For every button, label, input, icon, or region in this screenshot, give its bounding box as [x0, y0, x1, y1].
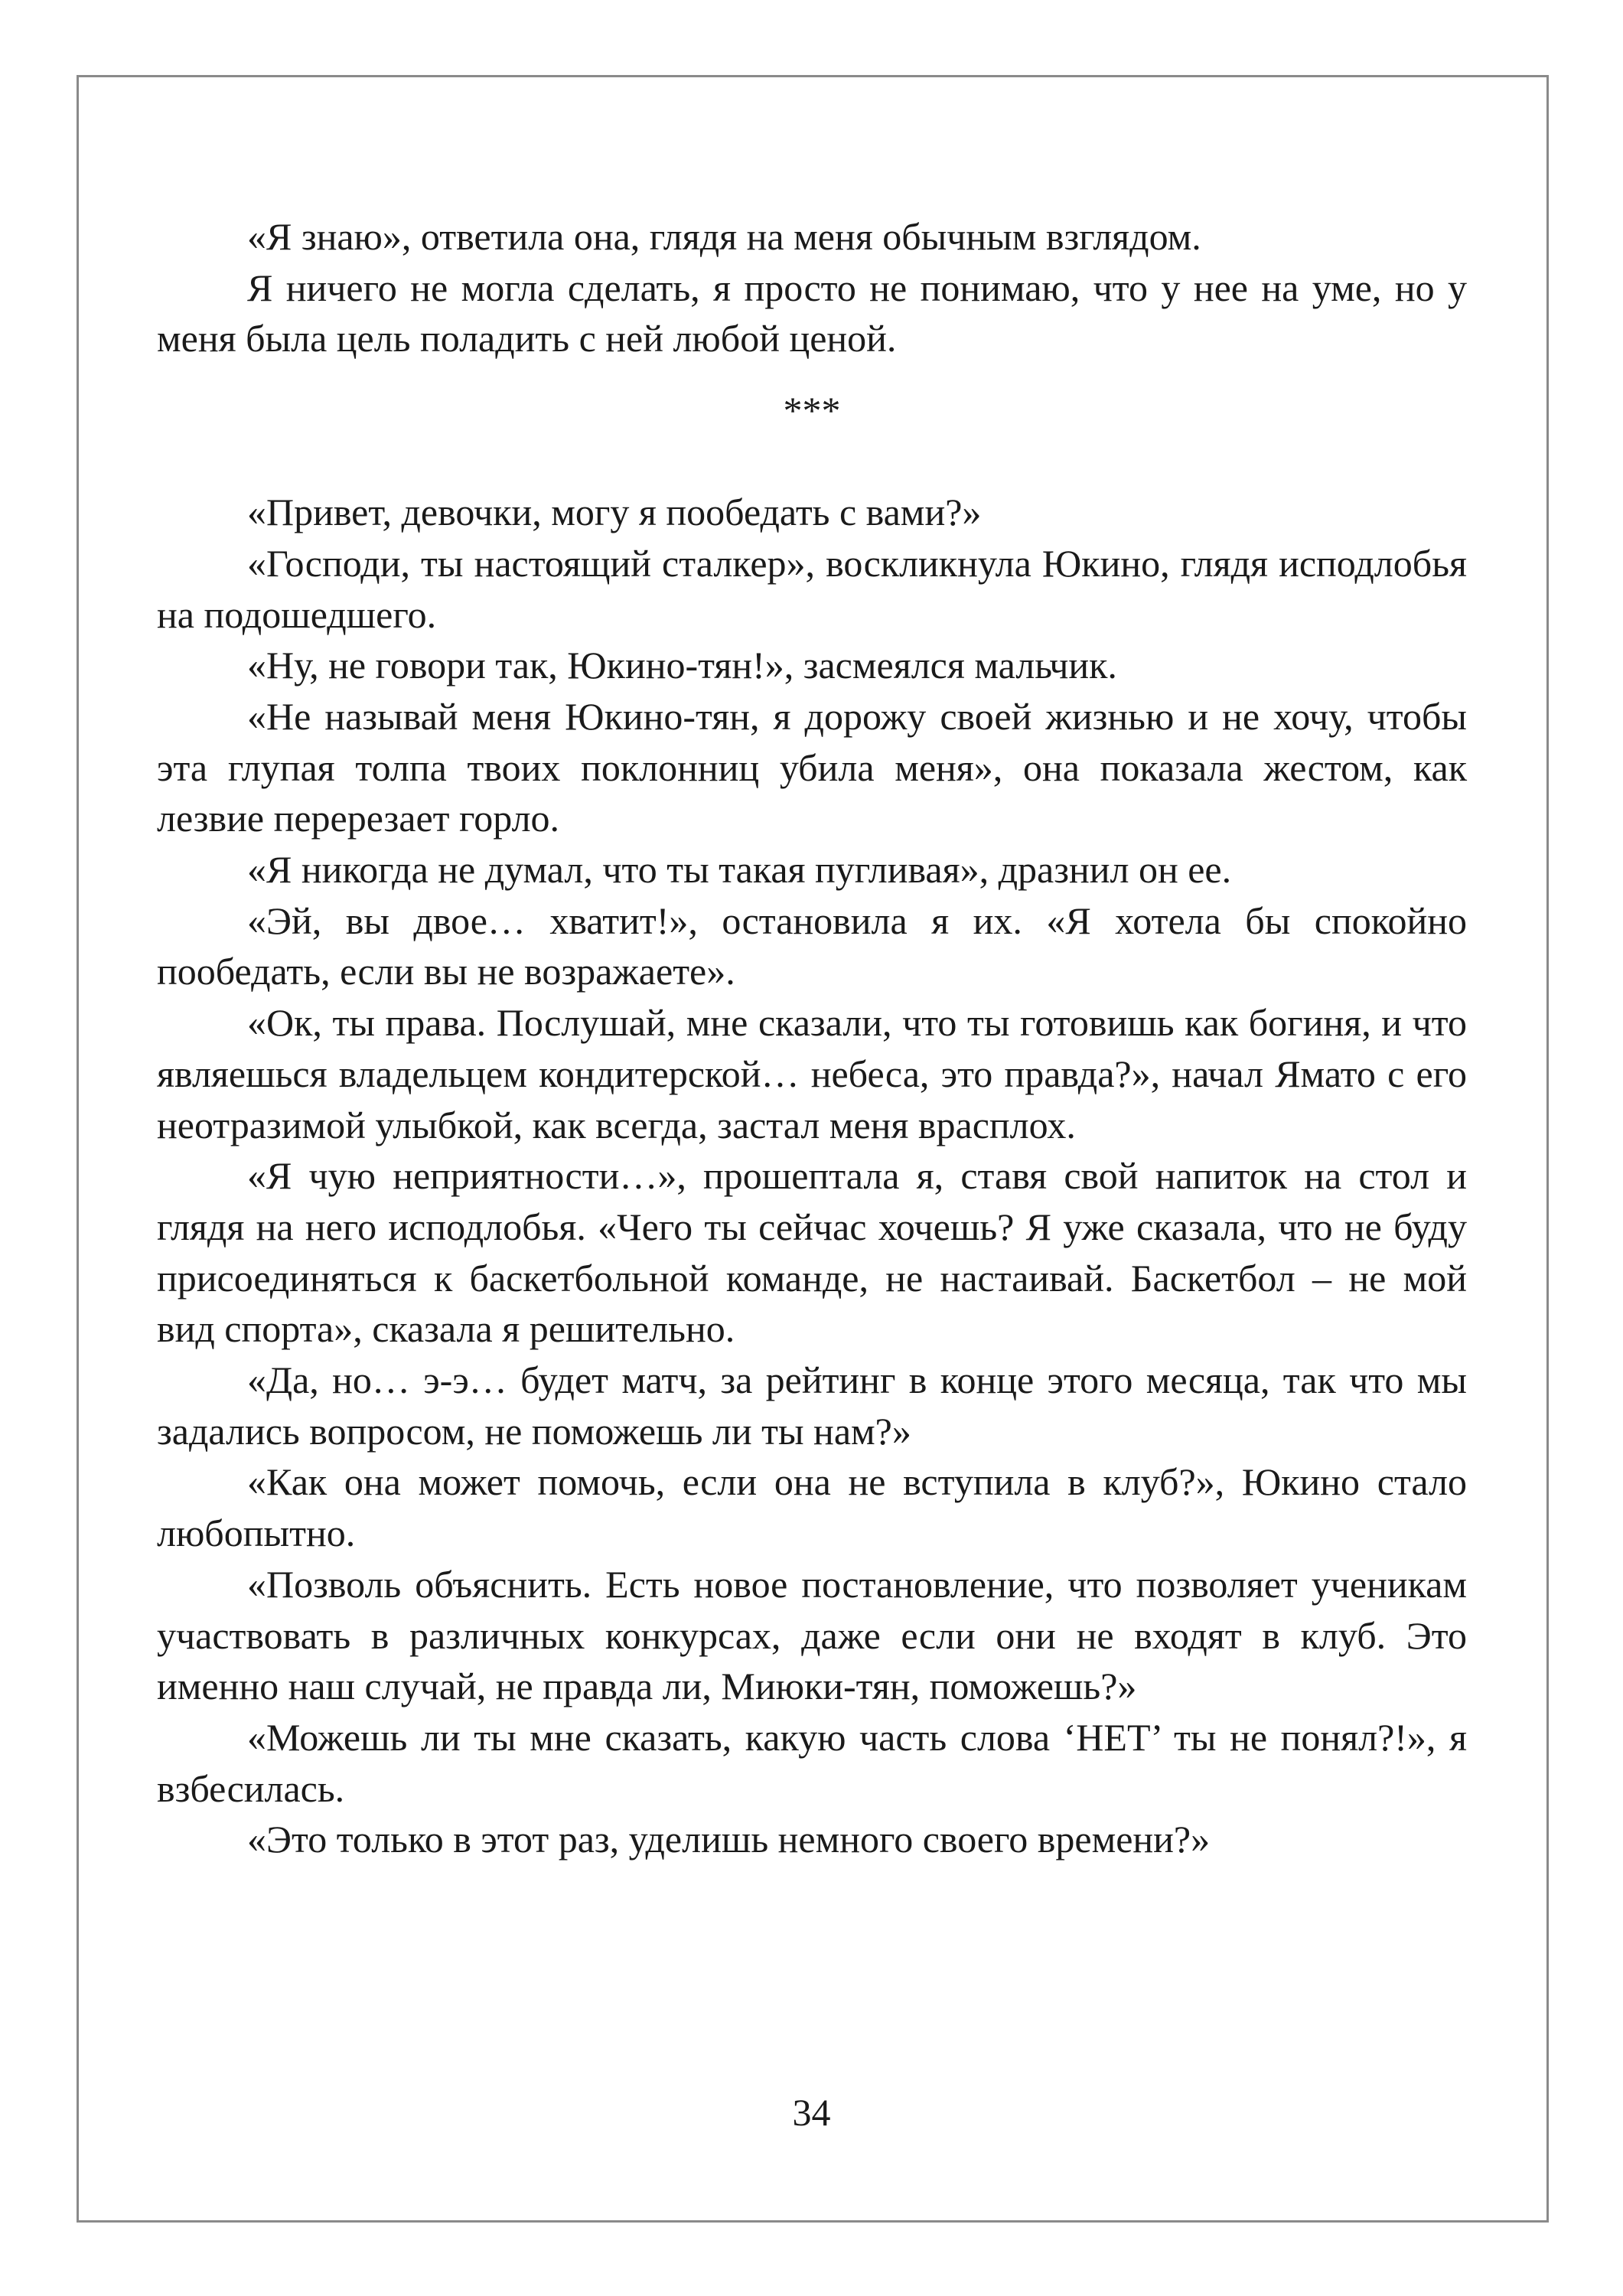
- paragraph: Я ничего не могла сделать, я просто не понимаю, что у нее на уме, но у меня была цель поладить с ней любой ценой.: [157, 266, 1467, 360]
- paragraph: «Как она может помочь, если она не вступила в клуб?», Юкино стало любопытно.: [157, 1460, 1467, 1555]
- section-separator: ***: [783, 389, 841, 432]
- paragraph: «Эй, вы двое… хватит!», остановила я их. «Я хотела бы спокойно пообедать, если вы не возражаете».: [157, 899, 1467, 993]
- paragraph: «Я чую неприятности…», прошептала я, ставя свой напиток на стол и глядя на него исподлобья. «Чего ты сейчас хочешь? Я уже сказала, что не буду присоединяться к баскетбольной команде, не настаивай. Баскетбол – не мой вид спорта», сказала я решительно.: [157, 1154, 1467, 1351]
- paragraph: «Я никогда не думал, что ты такая пугливая», дразнил он ее.: [247, 848, 1232, 892]
- paragraph: «Ну, не говори так, Юкино-тян!», засмеялся мальчик.: [247, 644, 1117, 687]
- paragraph: «Да, но… э-э… будет матч, за рейтинг в конце этого месяца, так что мы задались вопросом, не поможешь ли ты нам?»: [157, 1358, 1467, 1453]
- paragraph: «Ок, ты права. Послушай, мне сказали, что ты готовишь как богиня, и что являешься владельцем кондитерской… небеса, это правда?», начал Ямато с его неотразимой улыбкой, как всегда, застал меня врасплох.: [157, 1001, 1467, 1146]
- paragraph: «Я знаю», ответила она, глядя на меня обычным взглядом.: [247, 215, 1201, 258]
- body-text: [157, 211, 1467, 1865]
- paragraph: «Позволь объяснить. Есть новое постановление, что позволяет ученикам участвовать в различных конкурсах, даже если они не входят в клуб. Это именно наш случай, не правда ли, Миюки-тян, поможешь?»: [157, 1562, 1467, 1708]
- paragraph: «Господи, ты настоящий сталкер», воскликнула Юкино, глядя исподлобья на подошедшего.: [157, 541, 1467, 636]
- page-number: 34: [792, 2091, 831, 2134]
- paragraph: «Можешь ли ты мне сказать, какую часть слова ‘НЕТ’ ты не понял?!», я взбесилась.: [157, 1715, 1467, 1810]
- paragraph: «Привет, девочки, могу я пообедать с вами?»: [247, 491, 982, 534]
- paragraph: «Это только в этот раз, уделишь немного своего времени?»: [247, 1818, 1211, 1861]
- paragraph: «Не называй меня Юкино-тян, я дорожу своей жизнью и не хочу, чтобы эта глупая толпа твоих поклонниц убила меня», она показала жестом, как лезвие перерезает горло.: [157, 694, 1467, 840]
